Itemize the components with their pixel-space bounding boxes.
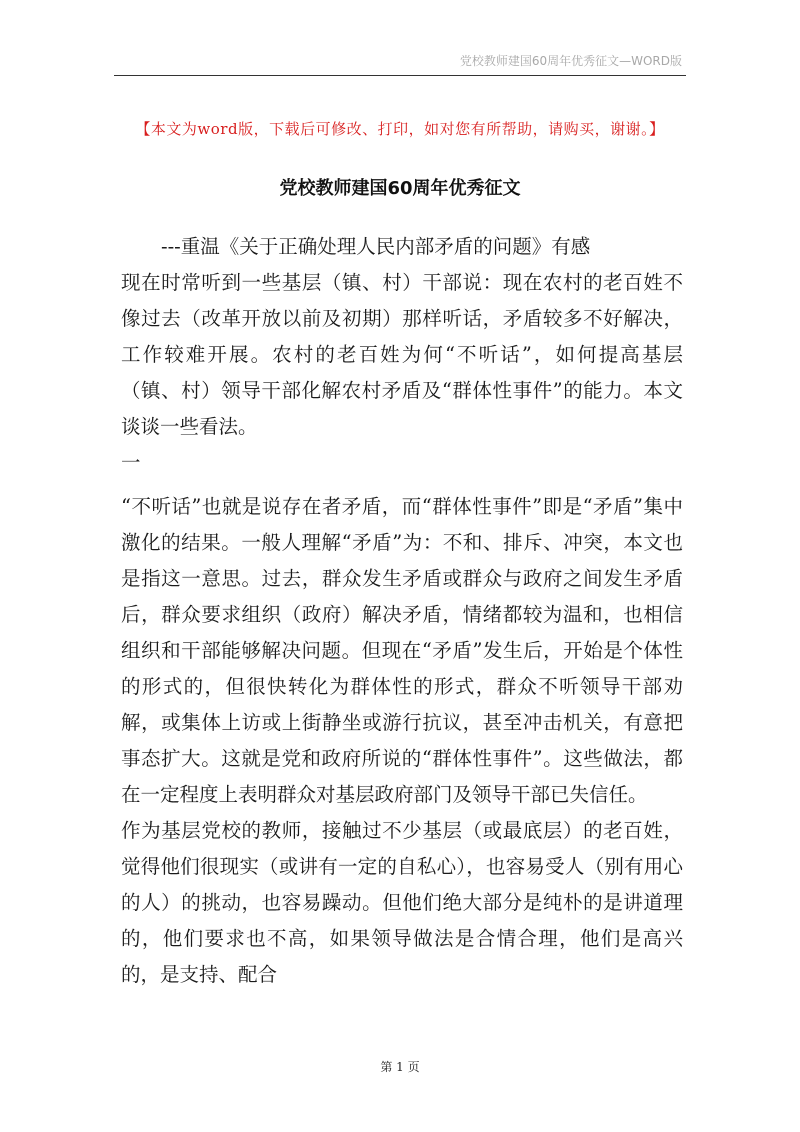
header-text: 党校教师建国60周年优秀征文—WORD版 — [459, 54, 682, 68]
header-rule — [114, 75, 686, 76]
paragraph: “不听话”也就是说存在者矛盾，而“群体性事件”即是“矛盾”集中激化的结果。一般人理解“矛盾”为：不和、排斥、冲突，本文也是指这一意思。过去，群众发生矛盾或群众与政府之间发生矛盾后，群众要求组织（政府）解决矛盾，情绪都较为温和，也相信组织和干部能够解决问题。但现在“矛盾”发生后，开始是个体性的形式的，但很快转化为群体性的形式，群众不听领导干部劝解，或集体上访或上街静坐或游行抗议，甚至冲击机关，有意把事态扩大。这就是党和政府所说的“群体性事件”。这些做法，都在一定程度上表明群众对基层政府部门及领导干部已失信任。 — [121, 495, 683, 806]
download-notice: 【本文为word版，下载后可修改、打印，如对您有所帮助，请购买，谢谢。】 — [135, 120, 665, 138]
document-subtitle: ---重温《关于正确处理人民内部矛盾的问题》有感 — [161, 235, 591, 258]
page-number: 第 1 页 — [380, 1060, 420, 1074]
paragraph: 作为基层党校的教师，接触过不少基层（或最底层）的老百姓，觉得他们很现实（或讲有一定的自私心），也容易受人（别有用心的人）的挑动，也容易躁动。但他们绝大部分是纯朴的是讲道理的，他们要求也不高，如果领导做法是合情合理，他们是高兴的，是支持、配合 — [121, 819, 683, 986]
section-number: 一 — [121, 451, 141, 474]
document-body — [121, 229, 683, 993]
paragraph: 现在时常听到一些基层（镇、村）干部说：现在农村的老百姓不像过去（改革开放以前及初期）那样听话，矛盾较多不好解决，工作较难开展。农村的老百姓为何“不听话”，如何提高基层（镇、村）领导干部化解农村矛盾及“群体性事件”的能力。本文谈谈一些看法。 — [121, 271, 683, 438]
document-title: 党校教师建国60周年优秀征文 — [279, 178, 521, 199]
